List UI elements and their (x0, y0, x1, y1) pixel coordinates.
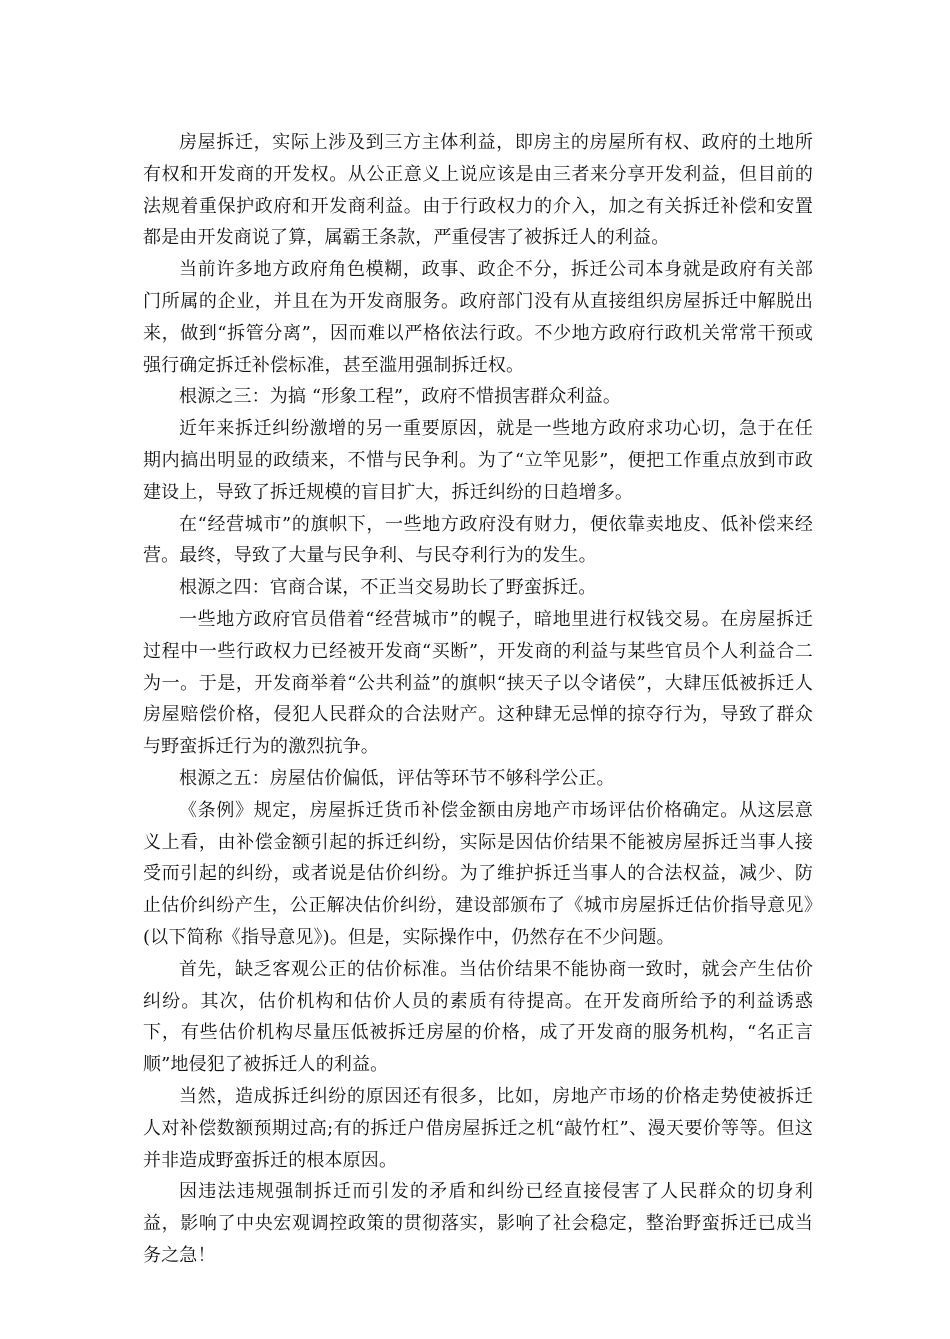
paragraph-7: 一些地方政府官员借着“经营城市”的幌子，暗地里进行权钱交易。在房屋拆迁过程中一些行政权力已经被开发商“买断”，开发商的利益与某些官员个人利益合二为一。于是，开发商举着“公共利益”的旗帜“挟天子以令诸侯”，大肆压低被拆迁人房屋赔偿价格，侵犯人民群众的合法财产。这种肆无忌惮的掠夺行为，导致了群众与野蛮拆迁行为的激烈抗争。 (143, 608, 813, 758)
paragraph-1: 房屋拆迁，实际上涉及到三方主体利益，即房主的房屋所有权、政府的土地所有权和开发商的开发权。从公正意义上说应该是由三者来分享开发利益，但目前的法规着重保护政府和开发商利益。由于行政权力的介入，加之有关拆迁补偿和安置都是由开发商说了算，属霸王条款，严重侵害了被拆迁人的利益。 (143, 132, 813, 249)
section-heading-root-4: 根源之四：官商合谋，不正当交易助长了野蛮拆迁。 (179, 577, 597, 599)
paragraph-12: 因违法违规强制拆迁而引发的矛盾和纠纷已经直接侵害了人民群众的切身利益，影响了中央宏观调控政策的贯彻落实，影响了社会稳定，整治野蛮拆迁已成当务之急！ (143, 1181, 813, 1266)
section-heading-root-3: 根源之三：为搞 “形象工程”，政府不惜损害群众利益。 (179, 386, 622, 408)
section-heading-root-5: 根源之五：房屋估价偏低，评估等环节不够科学公正。 (179, 767, 615, 789)
paragraph-4: 近年来拆迁纠纷激增的另一重要原因，就是一些地方政府求功心切，急于在任期内搞出明显的政绩来，不惜与民争利。为了“立竿见影”，便把工作重点放到市政建设上，导致了拆迁规模的盲目扩大，拆迁纠纷的日趋增多。 (143, 418, 813, 503)
paragraph-11: 当然，造成拆迁纠纷的原因还有很多，比如，房地产市场的价格走势使被拆迁人对补偿数额预期过高;有的拆迁户借房屋拆迁之机“敲竹杠”、漫天要价等等。但这并非造成野蛮拆迁的根本原因。 (143, 1085, 813, 1171)
paragraph-5: 在“经营城市”的旗帜下，一些地方政府没有财力，便依靠卖地皮、低补偿来经营。最终，导致了大量与民争利、与民夺利行为的发生。 (143, 513, 813, 567)
document-body (143, 127, 813, 1272)
paragraph-2: 当前许多地方政府角色模糊，政事、政企不分，拆迁公司本身就是政府有关部门所属的企业，并且在为开发商服务。政府部门没有从直接组织房屋拆迁中解脱出来，做到“拆管分离”，因而难以严格依法行政。不少地方政府行政机关常常干预或强行确定拆迁补偿标准，甚至滥用强制拆迁权。 (143, 259, 813, 376)
paragraph-10: 首先，缺乏客观公正的估价标准。当估价结果不能协商一致时，就会产生估价纠纷。其次，估价机构和估价人员的素质有待提高。在开发商所给予的利益诱惑下，有些估价机构尽量压低被拆迁房屋的价格，成了开发商的服务机构，“名正言顺”地侵犯了被拆迁人的利益。 (143, 958, 813, 1076)
paragraph-9: 《条例》规定，房屋拆迁货币补偿金额由房地产市场评估价格确定。从这层意义上看，由补偿金额引起的拆迁纠纷，实际是因估价结果不能被房屋拆迁当事人接受而引起的纠纷，或者说是估价纠纷。为了维护拆迁当事人的合法权益，减少、防止估价纠纷产生，公正解决估价纠纷，建设部颁布了《城市房屋拆迁估价指导意见》(以下简称《指导意见》)。但是，实际操作中，仍然存在不少问题。 (143, 799, 813, 948)
